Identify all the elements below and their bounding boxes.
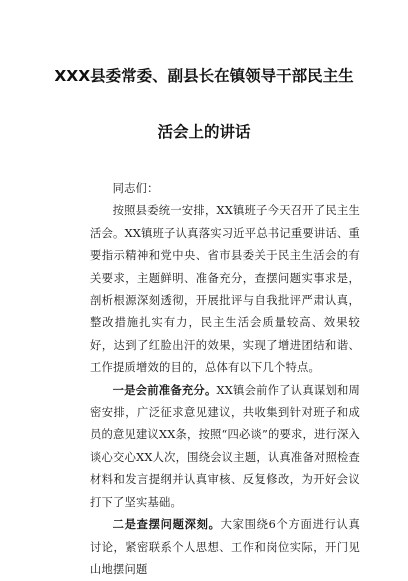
point-1-text: XX镇会前作了认真谋划和周密安排，广泛征求意见建议，共收集到针对班子和成员的意见建议XX条，按照“四必谈”的要求，进行深入谈心交心XX人次，围绕会议主题，认真准备对照检查材料和发言提纲并认真审核、反复修改，为开好会议打下了坚实基础。 xyxy=(90,383,361,509)
paragraph-point-2 xyxy=(90,514,360,581)
point-2-heading: 二是查摆问题深刻。 xyxy=(112,518,221,532)
document-title-line-1: XXX县委常委、副县长在镇领导干部民主生 xyxy=(54,67,354,85)
point-1-heading: 一是会前准备充分。 xyxy=(112,383,217,397)
document-body xyxy=(90,178,360,581)
paragraph-intro-text: 按照县委统一安排，XX镇班子今天召开了民主生活会。XX镇班子认真落实习近平总书记重要讲话、重要指示精神和党中央、省市县委关于民主生活会的有关要求，主题鲜明、准备充分，查摆问题实事求是，剖析根源深刻透彻，开展批评与自我批评严肃认真，整改措施扎实有力，民主生活会质量较高、效果较好，达到了红脸出汗的效果，实现了增进团结和谐、工作提质增效的目的，总体有以下几个特点。 xyxy=(90,204,360,375)
paragraph-point-1 xyxy=(90,380,360,514)
greeting: 同志们： xyxy=(112,182,159,195)
point-2-text: 大家围绕6个方面进行认真讨论，紧密联系个人思想、工作和岗位实际，开门见山地摆问题 xyxy=(90,518,360,576)
paragraph-intro xyxy=(90,200,360,379)
document-title-line-2: 活会上的讲话 xyxy=(157,123,251,141)
